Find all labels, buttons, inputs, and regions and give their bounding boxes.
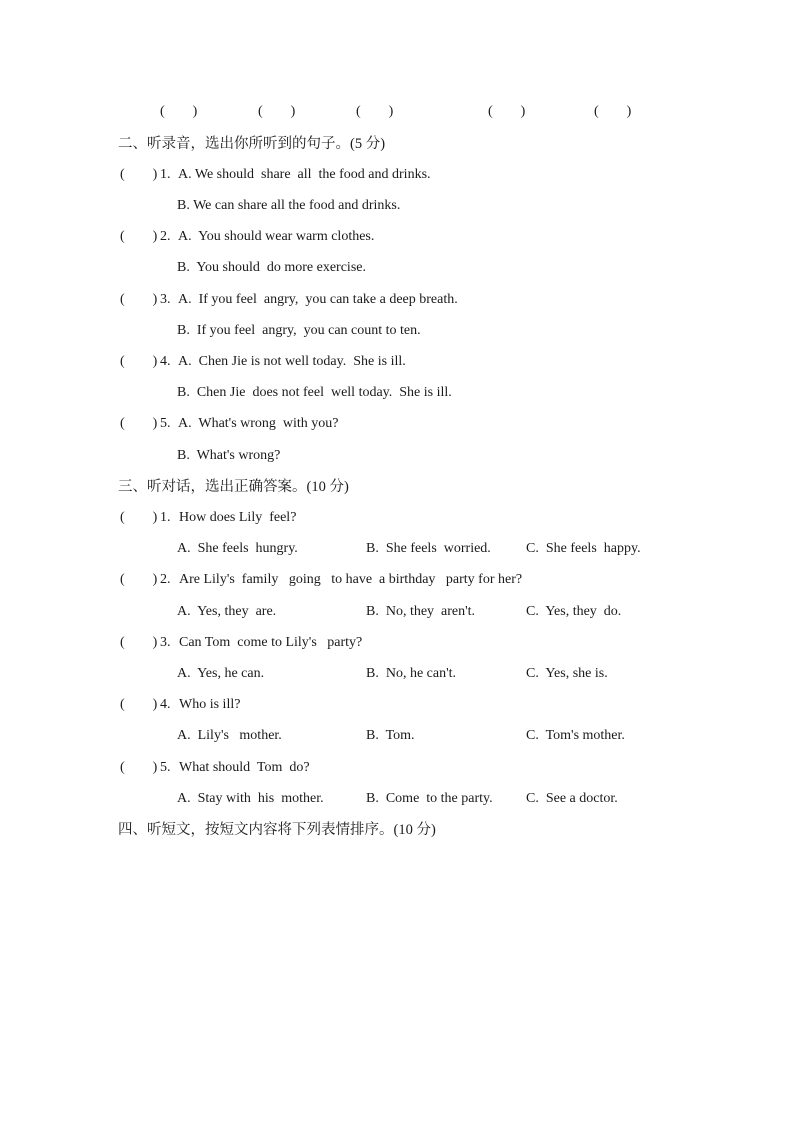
- question-number: 4.: [160, 697, 171, 712]
- option-c: C. See a doctor.: [526, 791, 618, 806]
- section3-heading: 三、听对话，选出正确答案。(10 分): [118, 479, 349, 495]
- option-b: B. Chen Jie does not feel well today. She is ill.: [177, 385, 452, 400]
- answer-bracket[interactable]: ( ): [120, 416, 158, 431]
- answer-bracket[interactable]: ( ): [594, 104, 632, 119]
- option-c: C. Yes, she is.: [526, 666, 608, 681]
- answer-bracket[interactable]: ( ): [120, 510, 158, 525]
- question-text: What should Tom do?: [179, 760, 310, 775]
- option-c: C. Yes, they do.: [526, 604, 622, 619]
- answer-bracket[interactable]: ( ): [120, 697, 158, 712]
- option-b: B. If you feel angry, you can count to ten.: [177, 323, 421, 338]
- option-b: B. You should do more exercise.: [177, 260, 366, 275]
- option-c: C. She feels happy.: [526, 541, 641, 556]
- option-a: A. What's wrong with you?: [178, 416, 339, 431]
- option-b: B. She feels worried.: [366, 541, 491, 556]
- answer-bracket[interactable]: ( ): [356, 104, 394, 119]
- question-number: 1.: [160, 510, 171, 525]
- option-a: A. Chen Jie is not well today. She is ill.: [178, 354, 406, 369]
- option-a: A. If you feel angry, you can take a deep breath.: [178, 292, 458, 307]
- answer-bracket[interactable]: ( ): [120, 292, 158, 307]
- option-b: B. Tom.: [366, 728, 415, 743]
- answer-bracket[interactable]: ( ): [120, 572, 158, 587]
- question-number: 4.: [160, 354, 171, 369]
- answer-bracket[interactable]: ( ): [160, 104, 198, 119]
- option-b: B. We can share all the food and drinks.: [177, 198, 401, 213]
- option-a: A. You should wear warm clothes.: [178, 229, 375, 244]
- question-text: How does Lily feel?: [179, 510, 297, 525]
- answer-bracket[interactable]: ( ): [120, 635, 158, 650]
- question-number: 5.: [160, 760, 171, 775]
- question-text: Who is ill?: [179, 697, 241, 712]
- question-number: 2.: [160, 229, 171, 244]
- section4-heading: 四、听短文，按短文内容将下列表情排序。(10 分): [118, 822, 436, 838]
- section2-heading: 二、听录音，选出你所听到的句子。(5 分): [118, 136, 386, 152]
- question-text: Are Lily's family going to have a birthday party for her?: [179, 572, 523, 587]
- answer-bracket[interactable]: ( ): [120, 354, 158, 369]
- answer-bracket[interactable]: ( ): [120, 760, 158, 775]
- option-c: C. Tom's mother.: [526, 728, 625, 743]
- answer-bracket[interactable]: ( ): [120, 167, 158, 182]
- option-b: B. No, they aren't.: [366, 604, 476, 619]
- answer-bracket[interactable]: ( ): [488, 104, 526, 119]
- question-text: Can Tom come to Lily's party?: [179, 635, 363, 650]
- question-number: 3.: [160, 292, 171, 307]
- option-a: A. She feels hungry.: [177, 541, 298, 556]
- question-number: 3.: [160, 635, 171, 650]
- answer-bracket[interactable]: ( ): [120, 229, 158, 244]
- option-a: A. Yes, he can.: [177, 666, 265, 681]
- option-a: A. Stay with his mother.: [177, 791, 324, 806]
- question-number: 5.: [160, 416, 171, 431]
- option-a: A. Lily's mother.: [177, 728, 282, 743]
- question-number: 2.: [160, 572, 171, 587]
- question-number: 1.: [160, 167, 171, 182]
- option-b: B. What's wrong?: [177, 448, 281, 463]
- answer-bracket[interactable]: ( ): [258, 104, 296, 119]
- option-a: A. We should share all the food and drinks.: [178, 167, 431, 182]
- option-a: A. Yes, they are.: [177, 604, 277, 619]
- option-b: B. No, he can't.: [366, 666, 457, 681]
- option-b: B. Come to the party.: [366, 791, 493, 806]
